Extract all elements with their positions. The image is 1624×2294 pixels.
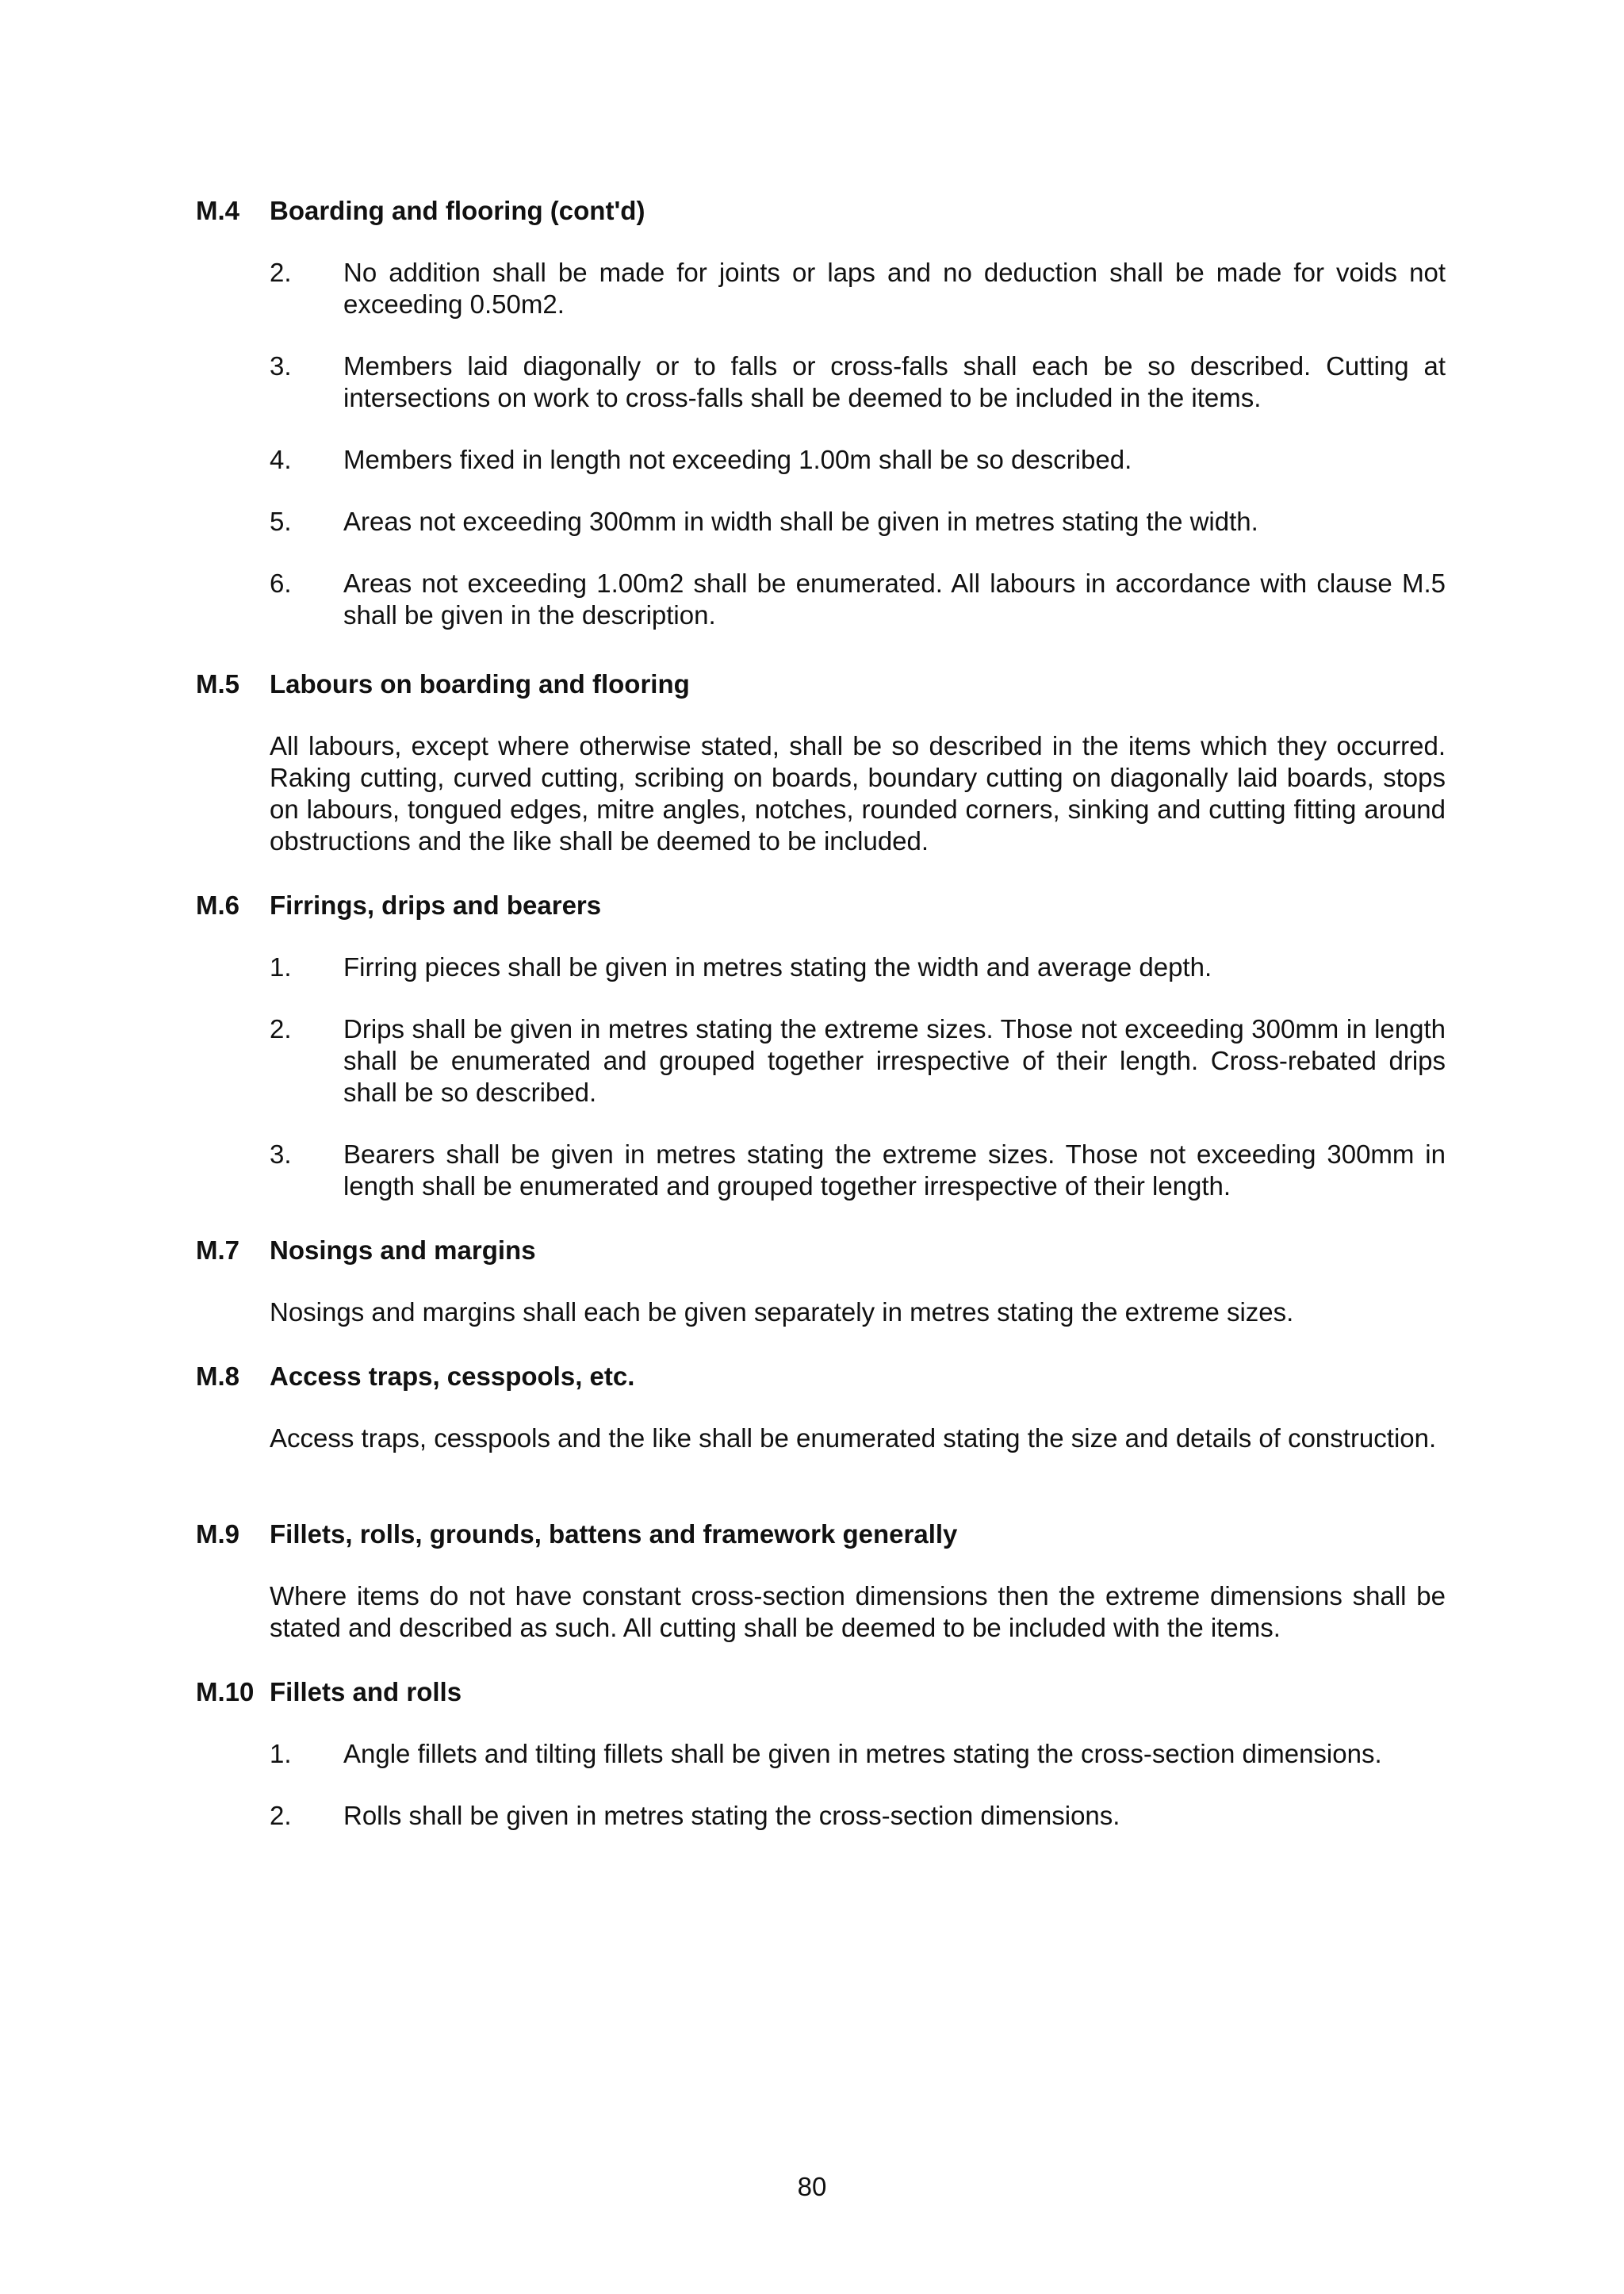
- section-paragraph: Access traps, cesspools and the like shall be enumerated stating the size and details of construction.: [270, 1423, 1437, 1453]
- item-text: Rolls shall be given in metres stating the cross-section dimensions.: [343, 1801, 1120, 1830]
- section-number: M.4: [196, 196, 240, 225]
- section-m9: [196, 1518, 1446, 1644]
- section-number: M.7: [196, 1235, 240, 1265]
- section-number: M.5: [196, 669, 240, 699]
- section-title: Fillets and rolls: [270, 1677, 462, 1706]
- section-title: Firrings, drips and bearers: [270, 890, 602, 920]
- section-heading: [196, 1361, 1446, 1392]
- item-number: 3.: [270, 351, 292, 381]
- item-text: Bearers shall be given in metres stating the extreme sizes. Those not exceeding 300mm in length shall be enumerated and grouped together irrespective of their length.: [343, 1139, 1446, 1201]
- list-item: [270, 257, 1446, 320]
- list-item: [270, 350, 1446, 414]
- item-number: 2.: [270, 1801, 292, 1830]
- list-item: [270, 568, 1446, 631]
- list-item: [270, 1013, 1446, 1109]
- item-number: 2.: [270, 258, 292, 287]
- section-m5: [196, 668, 1446, 857]
- page-number: 80: [797, 2172, 827, 2201]
- section-heading: [196, 1518, 1446, 1550]
- section-heading: [196, 668, 1446, 700]
- item-text: Members fixed in length not exceeding 1.00m shall be so described.: [343, 445, 1132, 474]
- section-number: M.8: [196, 1361, 240, 1391]
- item-number: 4.: [270, 445, 292, 474]
- list-item: [270, 506, 1446, 538]
- section-heading: [196, 1235, 1446, 1266]
- section-heading: [196, 1676, 1446, 1708]
- item-text: Drips shall be given in metres stating the extreme sizes. Those not exceeding 300mm in length shall be enumerated and grouped together irrespective of their length. Cross-rebated drips shall be so described.: [343, 1014, 1446, 1107]
- item-text: Members laid diagonally or to falls or cross-falls shall each be so described. Cutting at intersections on work to cross-falls shall be deemed to be included in the items.: [343, 351, 1446, 412]
- section-m4: [196, 195, 1446, 631]
- item-text: No addition shall be made for joints or laps and no deduction shall be made for voids not exceeding 0.50m2.: [343, 258, 1446, 319]
- section-number: M.10: [196, 1677, 255, 1706]
- list-item: [270, 952, 1446, 983]
- section-m6: [196, 890, 1446, 1202]
- section-heading: [196, 890, 1446, 921]
- item-number: 3.: [270, 1139, 292, 1169]
- item-number: 1.: [270, 952, 292, 982]
- section-paragraph: Nosings and margins shall each be given separately in metres stating the extreme sizes.: [270, 1297, 1294, 1327]
- item-text: Areas not exceeding 1.00m2 shall be enumerated. All labours in accordance with clause M.5 shall be given in the description.: [343, 569, 1446, 630]
- item-text: Angle fillets and tilting fillets shall be given in metres stating the cross-section dimensions.: [343, 1739, 1382, 1768]
- clause-list: [270, 1738, 1446, 1832]
- item-number: 5.: [270, 507, 292, 536]
- item-number: 2.: [270, 1014, 292, 1044]
- section-title: Nosings and margins: [270, 1235, 536, 1265]
- section-m7: [196, 1235, 1446, 1328]
- item-number: 6.: [270, 569, 292, 598]
- section-title: Access traps, cesspools, etc.: [270, 1361, 635, 1391]
- clause-list: [270, 257, 1446, 631]
- section-title: Boarding and flooring (cont'd): [270, 196, 645, 225]
- section-m10: [196, 1676, 1446, 1832]
- section-title: Fillets, rolls, grounds, battens and framework generally: [270, 1519, 958, 1549]
- item-text: Areas not exceeding 300mm in width shall be given in metres stating the width.: [343, 507, 1258, 536]
- list-item: [270, 1139, 1446, 1202]
- clause-list: [270, 952, 1446, 1202]
- section-paragraph: Where items do not have constant cross-section dimensions then the extreme dimensions shall be stated and described as such. All cutting shall be deemed to be included with the items.: [270, 1581, 1446, 1642]
- section-number: M.9: [196, 1519, 240, 1549]
- section-paragraph: All labours, except where otherwise stated, shall be so described in the items which they occurred. Raking cutting, curved cutting, scribing on boards, boundary cutting on diagonally laid boards, stops on labours, tongued edges, mitre angles, notches, rounded corners, sinking and cutting fitting around obstructions and the like shall be deemed to be included.: [270, 731, 1446, 856]
- section-m8: [196, 1361, 1446, 1454]
- item-number: 1.: [270, 1739, 292, 1768]
- section-heading: [196, 195, 1446, 227]
- item-text: Firring pieces shall be given in metres stating the width and average depth.: [343, 952, 1212, 982]
- section-title: Labours on boarding and flooring: [270, 669, 690, 699]
- list-item: [270, 1738, 1446, 1770]
- list-item: [270, 444, 1446, 476]
- list-item: [270, 1800, 1446, 1832]
- section-number: M.6: [196, 890, 240, 920]
